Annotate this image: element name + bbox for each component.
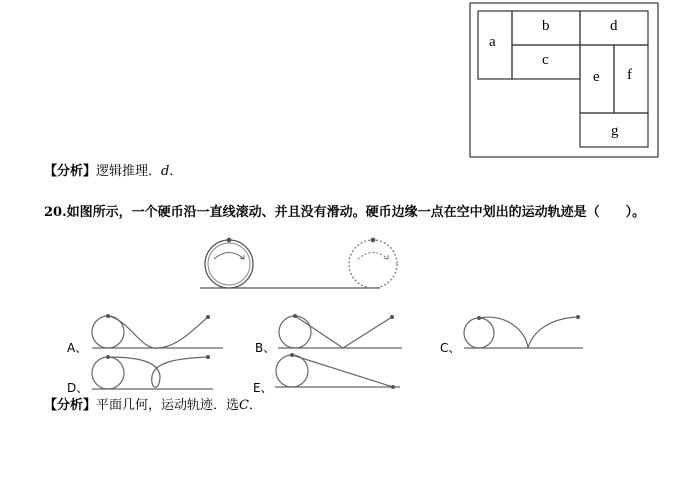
option-b-coin (279, 316, 311, 348)
option-c-label: C、 (440, 341, 461, 355)
analysis-tag-2: 【分析】 (44, 398, 97, 413)
option-b-label: B、 (255, 341, 276, 355)
option-e-figure (275, 355, 400, 387)
option-c-figure (464, 317, 583, 348)
option-d-label: D、 (67, 381, 89, 395)
analysis-tag: 【分析】 (44, 164, 97, 179)
option-e-coin (276, 355, 308, 387)
cell-label-d: d (610, 18, 618, 34)
option-a-figure (92, 316, 223, 348)
analysis-answer-2: C (239, 398, 249, 413)
cell-label-e: e (593, 69, 600, 85)
option-a-label: A、 (67, 341, 88, 355)
option-d-figure (92, 357, 213, 389)
option-e-path (292, 355, 393, 387)
analysis-answer: d (161, 164, 170, 179)
analysis-end-2: ． (248, 398, 262, 413)
cell-label-b: b (542, 18, 550, 34)
option-b-path (295, 316, 392, 348)
analysis-end: ． (169, 164, 183, 179)
analysis-text: 逻辑推理． (96, 164, 162, 179)
option-c-coin (464, 318, 494, 348)
option-a-path (108, 316, 208, 348)
question-text: 如图所示，一个硬币沿一直线滚动、并且没有滑动。硬币边缘一点在空中划出的运动轨迹是（ ）。 (66, 205, 646, 220)
cell-label-a: a (489, 34, 496, 50)
analysis-text-2: 平面几何，运动轨迹．选 (96, 398, 240, 413)
option-b-figure (278, 316, 402, 348)
option-e-label: E、 (253, 381, 273, 395)
cell-label-c: c (542, 52, 549, 68)
option-d-path (108, 357, 208, 387)
cell-label-g: g (611, 123, 619, 139)
question-number: 20. (44, 205, 67, 220)
analysis-line-2 (44, 398, 262, 414)
option-d-coin (92, 357, 124, 389)
cell-label-f: f (627, 67, 632, 83)
